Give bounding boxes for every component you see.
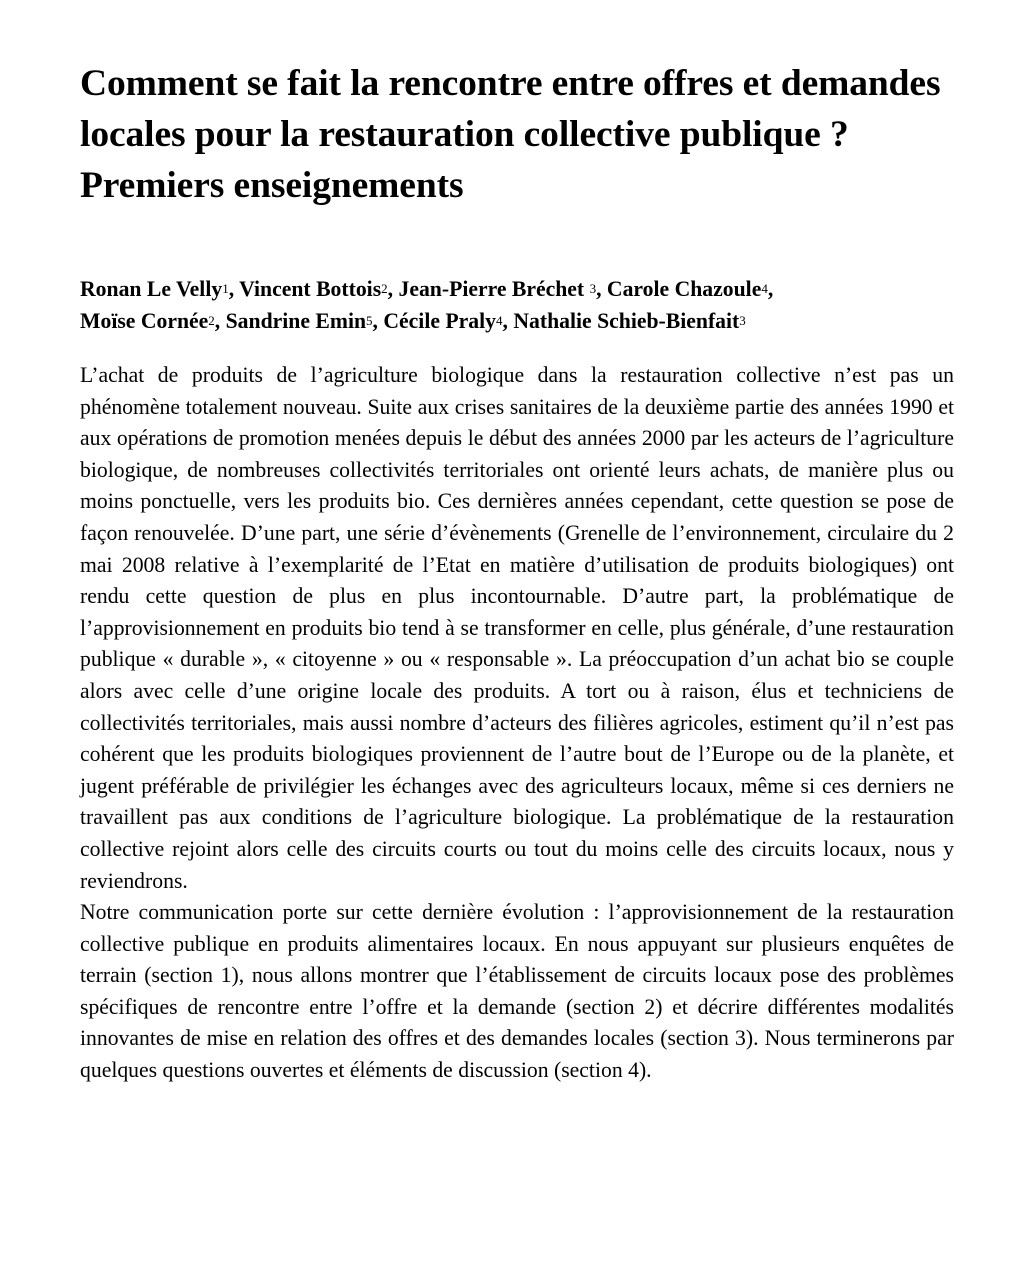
author: Cécile Praly$^4$, — [383, 308, 514, 333]
affiliation-mark: 2 — [381, 281, 388, 296]
author-list — [80, 274, 954, 337]
paragraph: L’achat de produits de l’agriculture biologique dans la restauration collective n’est pas un phénomène totalement nouveau. Suite aux crises sanitaires de la deuxième partie des années 1990 et aux opérations de promotion menées depuis le début des années 2000 par les acteurs de l’agriculture biologique, de nombreuses collectivités territoriales ont orienté leurs achats, de manière plus ou moins ponctuelle, vers les produits bio. Ces dernières années cependant, cette question se pose de façon renouvelée. D’une part, une série d’évènements (Grenelle de l’environnement, circulaire du 2 mai 2008 relative à l’exemplarité de l’Etat en matière d’utilisation de produits biologiques) ont rendu cette question de plus en plus incontournable. D’autre part, la problématique de l’approvisionnement en produits bio tend à se transformer en celle, plus générale, d’une restauration publique « durable », « citoyenne » ou « responsable ». La préoccupation d’un achat bio se couple alors avec celle d’une origine locale des produits. A tort ou à raison, élus et techniciens de collectivités territoriales, mais aussi nombre d’acteurs des filières agricoles, estiment qu’il n’est pas cohérent que les produits biologiques proviennent de l’autre bout de l’Europe ou de la planète, et jugent préférable de privilégier les échanges avec des agriculteurs locaux, même si ces derniers ne travaillent pas aux conditions de l’agriculture biologique. La problématique de la restauration collective rejoint alors celle des circuits courts ou tout du moins celle des circuits locaux, nous y reviendrons. — [80, 363, 954, 893]
affiliation-mark: 3 — [739, 312, 746, 328]
body-text — [80, 360, 954, 1087]
affiliation-mark: 4 — [761, 281, 768, 296]
author: Carole Chazoule$^4$, — [606, 277, 774, 301]
paper-title: Comment se fait la rencontre entre offres et demandes locales pour la restauration collective publique ? Premiers enseignements — [80, 63, 941, 206]
author: Ronan Le Velly$^1$, — [80, 277, 240, 301]
author: Sandrine Emin$^5$, — [225, 308, 384, 333]
affiliation-mark: 4 — [496, 312, 503, 328]
affiliation-mark: 3 — [589, 281, 597, 296]
document-page — [80, 58, 954, 1087]
affiliation-mark: 1 — [222, 281, 229, 296]
author: Nathalie Schieb-Bienfait$^3$ — [513, 308, 746, 333]
affiliation-mark: 5 — [366, 312, 373, 328]
author: Jean-Pierre Bréchet $^3$, — [398, 277, 607, 301]
author: Moïse Cornée$^2$, — [80, 308, 226, 333]
affiliation-mark: 2 — [208, 312, 215, 328]
author: Vincent Bottois$^2$, — [239, 277, 399, 301]
paragraph: Notre communication porte sur cette dernière évolution : l’approvisionnement de la restauration collective publique en produits alimentaires locaux. En nous appuyant sur plusieurs enquêtes de terrain (section 1), nous allons montrer que l’établissement de circuits locaux pose des problèmes spécifiques de rencontre entre l’offre et la demande (section 2) et décrire différentes modalités innovantes de mise en relation des offres et des demandes locales (section 3). Nous terminerons par quelques questions ouvertes et éléments de discussion (section 4). — [80, 900, 954, 1083]
